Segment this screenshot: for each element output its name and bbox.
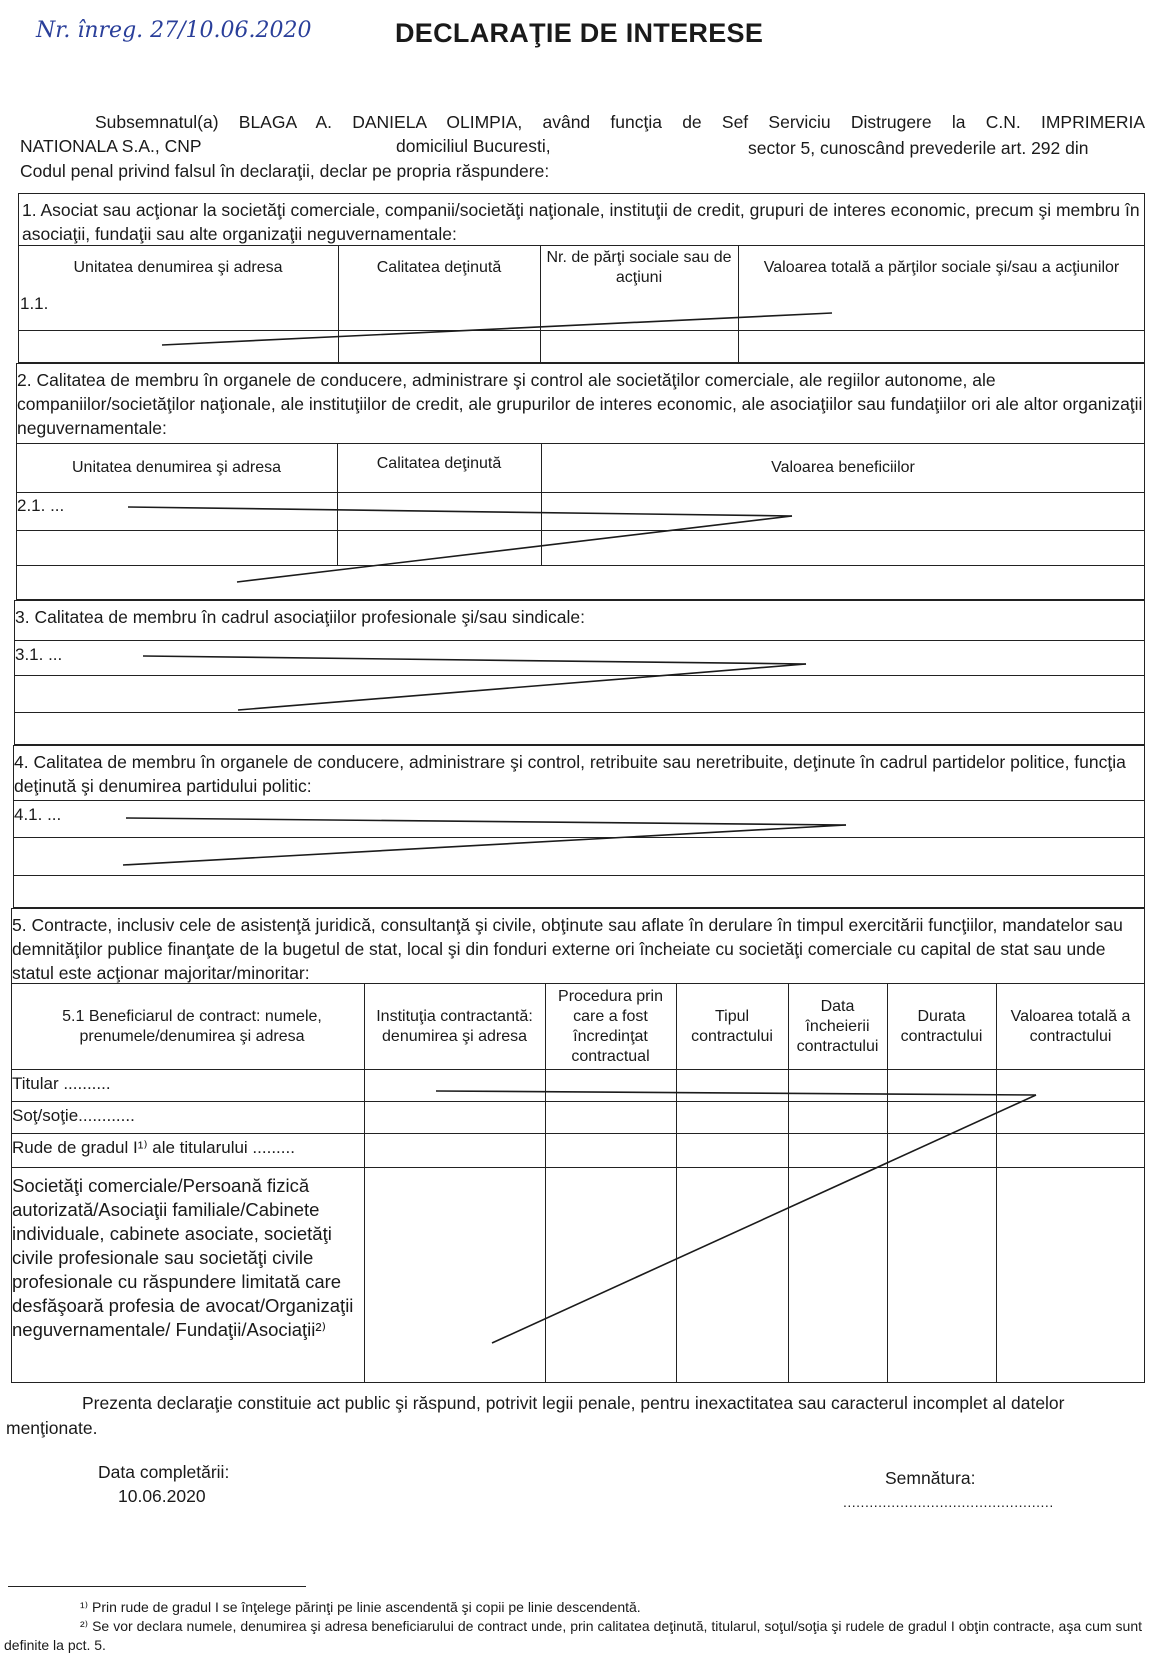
s1-header-value: Valoarea totală a părţilor sociale şi/sau a acţiunilor [763, 259, 1120, 276]
footnote-separator [8, 1586, 306, 1587]
intro-line-2a: NATIONALA S.A., CNP [20, 136, 202, 156]
s2-header-quality: Calitatea deţinută [376, 455, 502, 472]
s1-header-shares: Nr. de părţi sociale sau de acţiuni [546, 249, 732, 286]
registration-note: Nr. înreg. 27/10.06.2020 [36, 18, 312, 43]
s3-row-label: 3.1. ... [15, 645, 63, 664]
footnote-2: ²⁾ Se vor declara numele, denumirea şi adresa beneficiarului de contract unde, prin calitatea deţinută, titularul, soţul/soţia şi rudele de gradul I obţin contracte, aşa cum sunt definite la pct. 5. [4, 1618, 1142, 1653]
s5-row-titular: Titular .......... [12, 1074, 111, 1093]
document-title: DECLARAŢIE DE INTERESE [395, 18, 764, 48]
s5-header-type: Tipul contractului [691, 1007, 773, 1045]
date-label: Data completării: [98, 1462, 230, 1482]
s2-row-label: 2.1. ... [17, 496, 65, 515]
s5-header-value: Valoarea totală a contractului [1010, 1007, 1131, 1045]
s2-header-benefits: Valoarea beneficiilor [771, 459, 915, 476]
section-1-text: 1. Asociat sau acţionar la societăţi comerciale, companii/societăţi naţionale, instituţii de credit, grupuri de interes economic, precum şi membru în asociaţii, fundaţii sau alte organizaţii neguvernamentale: [22, 200, 1140, 244]
s1-row-label: 1.1. [20, 294, 49, 313]
s1-header-quality: Calitatea deţinută [376, 259, 502, 276]
footnote-1: ¹⁾ Prin rude de gradul I se înţelege părinţi pe linie ascendentă şi copii pe linie descendentă. [80, 1599, 641, 1615]
s5-header-institution: Instituţia contractantă: denumirea şi adresa [376, 1007, 533, 1045]
s5-header-duration: Durata contractului [900, 1007, 983, 1045]
section-2-text: 2. Calitatea de membru în organele de conducere, administrare şi control ale societăţilor comerciale, ale regiilor autonome, ale companiilor/societăţilor naţionale, ale instituţiilor de credit, ale grupurilor de interes economic, ale asociaţiilor sau fundaţiilor ori ale altor organizaţii neguvernamentale: [17, 370, 1143, 438]
s5-row-spouse: Soţ/soţie............ [12, 1106, 135, 1125]
signature-line: ................................................ [843, 1494, 1054, 1510]
intro-line-3: Codul penal privind falsul în declaraţii, declar pe propria răspundere: [20, 161, 550, 181]
section-4-text: 4. Calitatea de membru în organele de conducere, administrare şi control, retribuite sau neretribuite, deţinute în cadrul partidelor politice, funcţia deţinută şi denumirea partidului politic: [14, 752, 1126, 796]
s1-header-unit: Unitatea denumirea şi adresa [73, 259, 283, 276]
signature-label: Semnătura: [885, 1468, 976, 1488]
s4-row-label: 4.1. ... [14, 805, 62, 824]
s5-row-relatives: Rude de gradul I¹⁾ ale titularului ......... [12, 1138, 295, 1157]
intro-line-2c: sector 5, cunoscând prevederile art. 292 din [748, 138, 1089, 158]
s5-header-procedure: Procedura prin care a fost încredinţat contractual [558, 987, 663, 1065]
s5-header-beneficiary: 5.1 Beneficiarul de contract: numele, prenumele/denumirea şi adresa [62, 1007, 322, 1045]
s5-row-companies: Societăţi comerciale/Persoană fizică autorizată/Asociaţii familiale/Cabinete individuale, cabinete asociate, societăţi civile profesionale sau societăţi civile profesionale cu răspundere limitată care desfăşoară profesia de avocat/Organizaţii neguvernamentale/ Fundaţii/Asociaţii²⁾ [12, 1175, 354, 1340]
section-3-text: 3. Calitatea de membru în cadrul asociaţiilor profesionale şi/sau sindicale: [15, 607, 586, 627]
s2-header-unit: Unitatea denumirea şi adresa [71, 459, 281, 476]
s5-header-date: Data încheierii contractului [796, 997, 879, 1055]
intro-line-1: Subsemnatul(a) BLAGA A. DANIELA OLIMPIA, având funcţia de Sef Serviciu Distrugere la C.N. IMPRIMERIA [95, 112, 1145, 132]
closing-statement: Prezenta declaraţie constituie act public şi răspund, potrivit legii penale, pentru inexactitatea sau caracterul incomplet al datelor menţionate. [6, 1393, 1065, 1438]
date-value: 10.06.2020 [118, 1486, 206, 1506]
section-5-text: 5. Contracte, inclusiv cele de asistenţă juridică, consultanţă şi civile, obţinute sau aflate în derulare în timpul exercitării funcţiilor, mandatelor sau demnităţilor publice finanţate de la bugetul de stat, local şi din fonduri externe ori încheiate cu societăţi comerciale cu capital de stat sau unde statul este acţionar majoritar/minoritar: [12, 915, 1123, 983]
intro-line-2b: domiciliul Bucuresti, [396, 136, 551, 156]
